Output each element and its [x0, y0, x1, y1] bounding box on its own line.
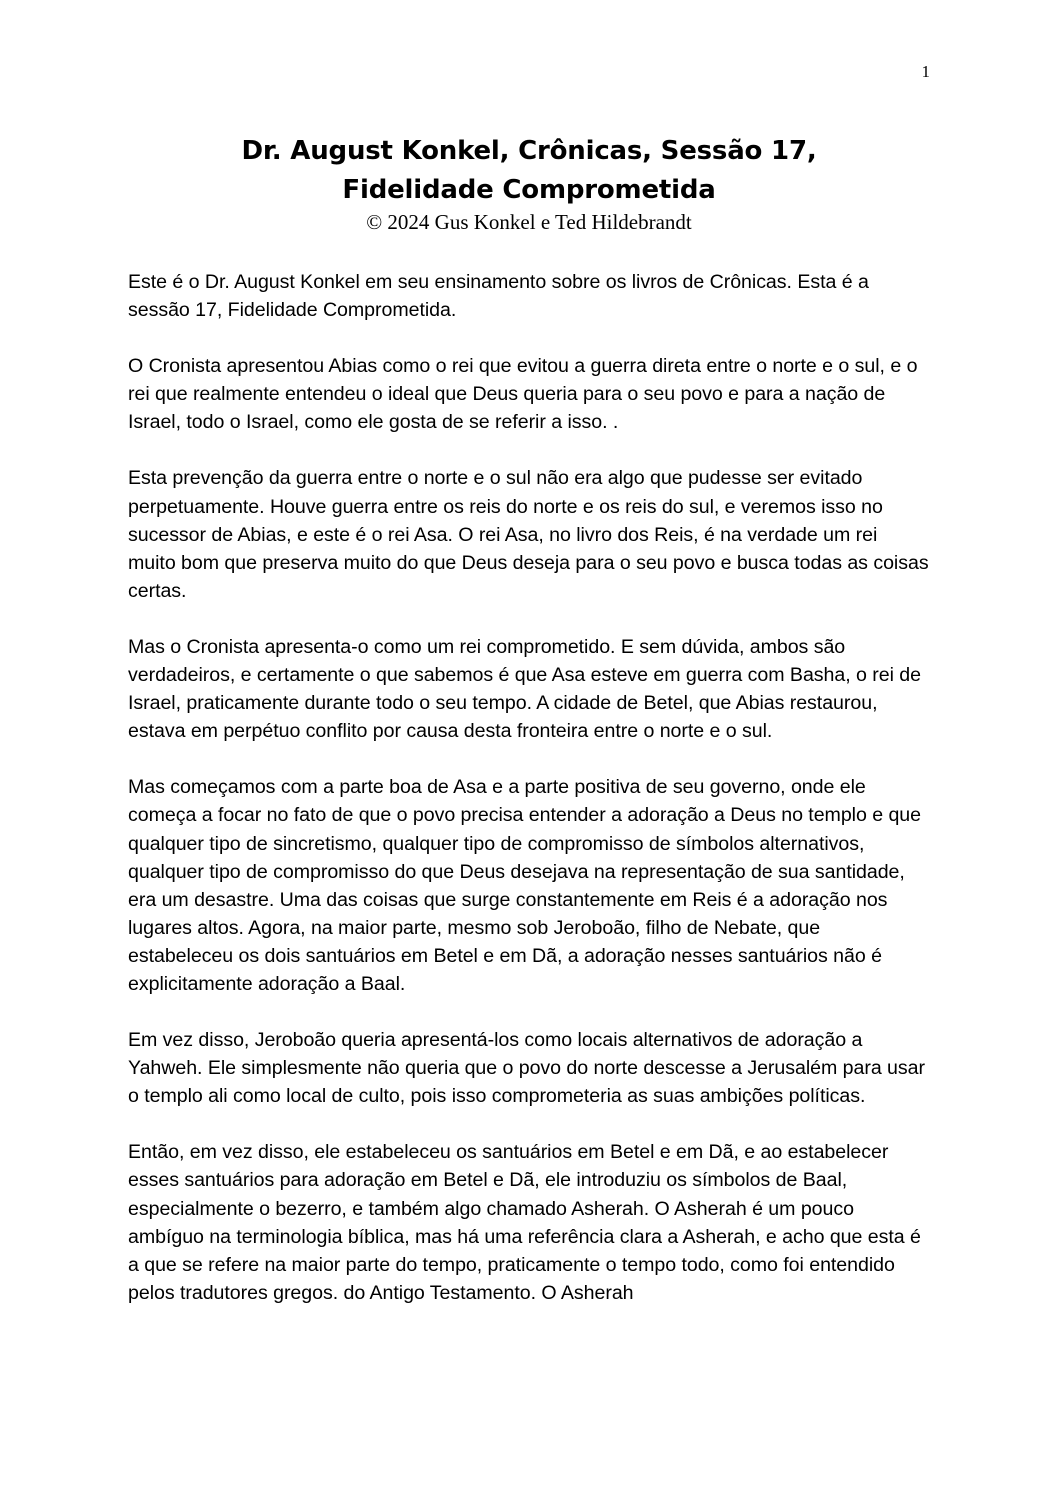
- page-number: 1: [921, 62, 930, 81]
- paragraph-compromised-king: Mas o Cronista apresenta-o como um rei comprometido. E sem dúvida, ambos são verdadeiros, e certamente o que sabemos é que Asa esteve em guerra com Basha, o rei de Israel, praticamente durante todo o seu tempo. A cidade de Betel, que Abias restaurou, estava em perpétuo conflito por causa desta fronteira entre o norte e o sul.: [128, 635, 921, 743]
- paragraph-good-part: Mas começamos com a parte boa de Asa e a parte positiva de seu governo, onde ele começa a focar no fato de que o povo precisa entender a adoração a Deus no templo e que qualquer tipo de sincretismo, qualquer tipo de compromisso de símbolos alternativos, qualquer tipo de compromisso do que Deus desejava na representação de sua santidade, era um desastre. Uma das coisas que surge constantemente em Reis é a adoração nos lugares altos. Agora, na maior parte, mesmo sob Jeroboão, filho de Nebate, que estabeleceu os dois santuários em Betel e em Dã, a adoração nesses santuários não é explicitamente adoração a Baal.: [128, 776, 921, 995]
- document-title-line-2: Fidelidade Comprometida: [342, 175, 716, 205]
- document-body: [128, 268, 930, 1335]
- document-title-line-1: Dr. August Konkel, Crônicas, Sessão 17,: [241, 136, 817, 166]
- document-header: [128, 132, 930, 235]
- paragraph-sanctuaries: Então, em vez disso, ele estabeleceu os santuários em Betel e em Dã, e ao estabelecer esses santuários para adoração em Betel e Dã, ele introduziu os símbolos de Baal, especialmente o bezerro, e também algo chamado Asherah. O Asherah é um pouco ambíguo na terminologia bíblica, mas há uma referência clara a Asherah, e acho que esta é a que se refere na maior parte do tempo, praticamente o tempo todo, como foi entendido pelos tradutores gregos. do Antigo Testamento. O Asherah: [128, 1141, 921, 1304]
- copyright-notice: © 2024 Gus Konkel e Ted Hildebrandt: [366, 210, 692, 234]
- paragraph-intro: Este é o Dr. August Konkel em seu ensinamento sobre os livros de Crônicas. Esta é a sessão 17, Fidelidade Comprometida.: [128, 271, 869, 322]
- paragraph-war-prevention: Esta prevenção da guerra entre o norte e o sul não era algo que pudesse ser evitado perpetuamente. Houve guerra entre os reis do norte e os reis do sul, e veremos isso no sucessor de Abias, e este é o rei Asa. O rei Asa, no livro dos Reis, é na verdade um rei muito bom que preserva muito do que Deus deseja para o seu povo e busca todas as coisas certas.: [128, 467, 929, 602]
- paragraph-jeroboam: Em vez disso, Jeroboão queria apresentá-los como locais alternativos de adoração a Yahweh. Ele simplesmente não queria que o povo do norte descesse a Jerusalém para usar o templo ali como local de culto, pois isso comprometeria as suas ambições políticas.: [128, 1029, 925, 1108]
- paragraph-abias: O Cronista apresentou Abias como o rei que evitou a guerra direta entre o norte e o sul, e o rei que realmente entendeu o ideal que Deus queria para o seu povo e para a nação de Israel, todo o Israel, como ele gosta de se referir a isso. .: [128, 355, 918, 434]
